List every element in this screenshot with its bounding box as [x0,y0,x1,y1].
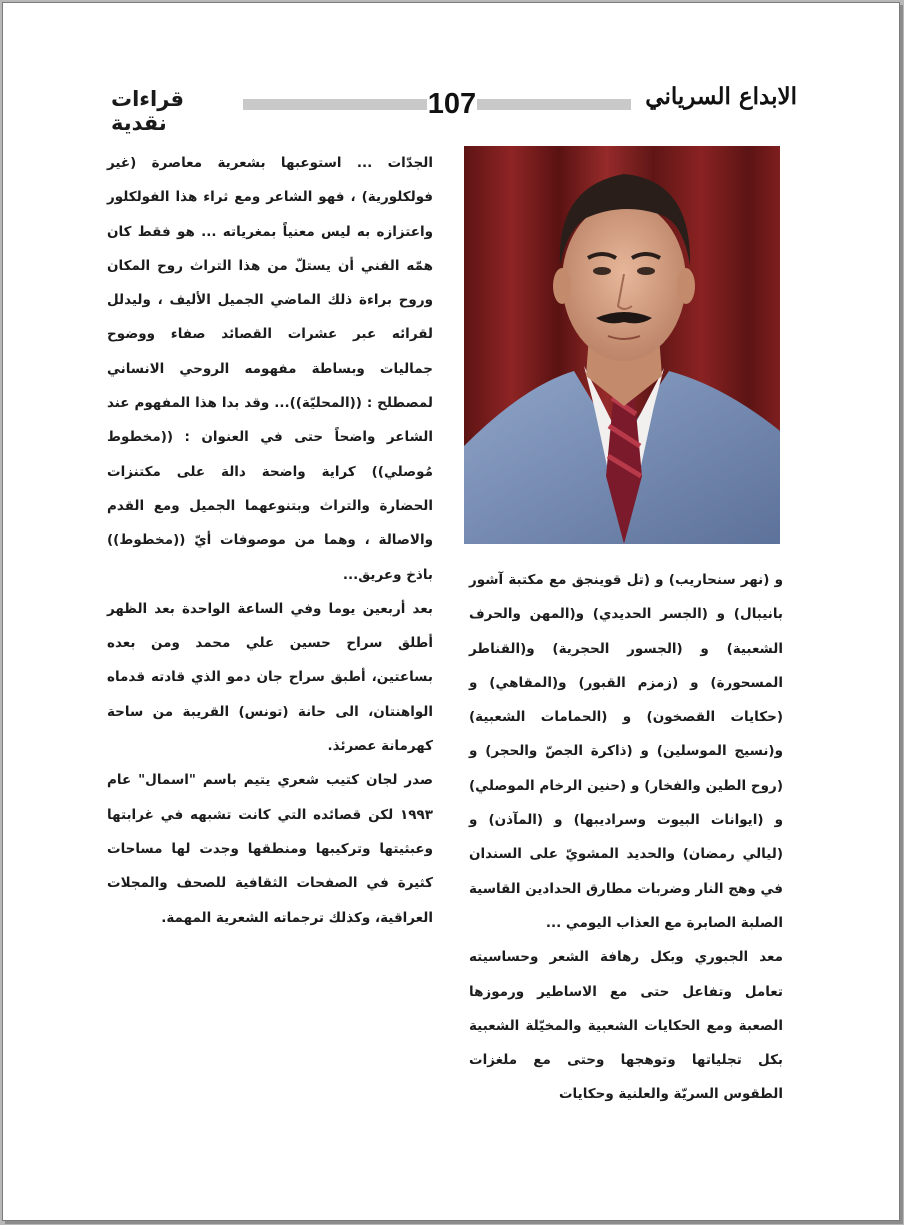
portrait-photo [464,146,780,544]
page-number: 107 [427,88,477,120]
magazine-page [2,2,900,1221]
section-title: قراءات نقدية [109,87,243,135]
paragraph: صدر لجان كتيب شعري يتيم باسم "اسمال" عام ١٩٩٣ لكن قصائده التي كانت تشبهه في غرابتها وعبثيتها وتركيبها ومنطقها وجدت لها مساحات كثيرة في الصفحات الثقافية للصحف والمجلات العراقية، وكذلك ترجماته الشعرية المهمة. [107,772,433,926]
magazine-title: الابداع السرياني [631,83,799,110]
paragraph: معد الجبوري وبكل رهافة الشعر وحساسيته تعامل وتفاعل حتى مع الاساطير ورموزها الصعبة ومع الحكايات الشعبية والمخيّلة الشعبية بكل تجلياتها وتوهجها وحتى مع ملغزات الطقوس السريّة والعلنية وحكايات [469,949,783,1103]
paragraph: الجدّات ... استوعبها بشعرية معاصرة (غير فولكلورية) ، فهو الشاعر ومع ثراء هذا الفولكلور واعتزازه به ليس معنياً بمغرياته ... هو فقط كان همّه الفني أن يستلّ من هذا التراث روح المكان وروح براءة ذلك الماضي الجميل الأليف ، وليدلل لقرائه عبر عشرات القصائد صفاء ووضوح جماليات وبساطة مفهومه الروحي الانساني لمصطلح : ((المحليّة))... وقد بدا هذا المفهوم عند الشاعر واضحاً حتى في العنوان : ((مخطوط مُوصلي)) كراية واضحة دالة على مكتنزات الحضارة والتراث وبتنوعهما الجميل ومع القدم والاصالة ، وهما من موصوفات أيّ ((مخطوط)) باذخ وعريق... [107,155,433,583]
left-text-column [107,146,433,935]
right-text-column [469,563,783,1112]
portrait-photo-icon [464,146,780,544]
paragraph: بعد أربعين يوما وفي الساعة الواحدة بعد الظهر أطلق سراح حسين علي محمد ومن بعده بساعتين، أطبق سراح جان دمو الذي قادته قدماه الواهنتان، الى حانة (تونس) القريبة من ساحة كهرمانة عصرئذ. [107,600,433,755]
paragraph: و (نهر سنحاريب) و (تل قوينجق مع مكتبة آشور بانيبال) و (الجسر الحديدي) و(المهن والحرف الشعبية) و (الجسور الحجرية) و(القناطر المسحورة) و (زمزم القبور) و(المقاهي) و (حكايات القصخون) و (الحمامات الشعبية) و(نسيج الموسلين) و (ذاكرة الجصّ والحجر) و (روح الطين والفخار) و (حنين الرخام الموصلي) و (ايوانات البيوت وسراديبها) و (المآذن) و (ليالي رمضان) والحديد المشويّ على السندان في وهج النار وضربات مطارق الحدادين القاسية الصلبة الصابرة مع العذاب اليومي ... [469,572,783,931]
